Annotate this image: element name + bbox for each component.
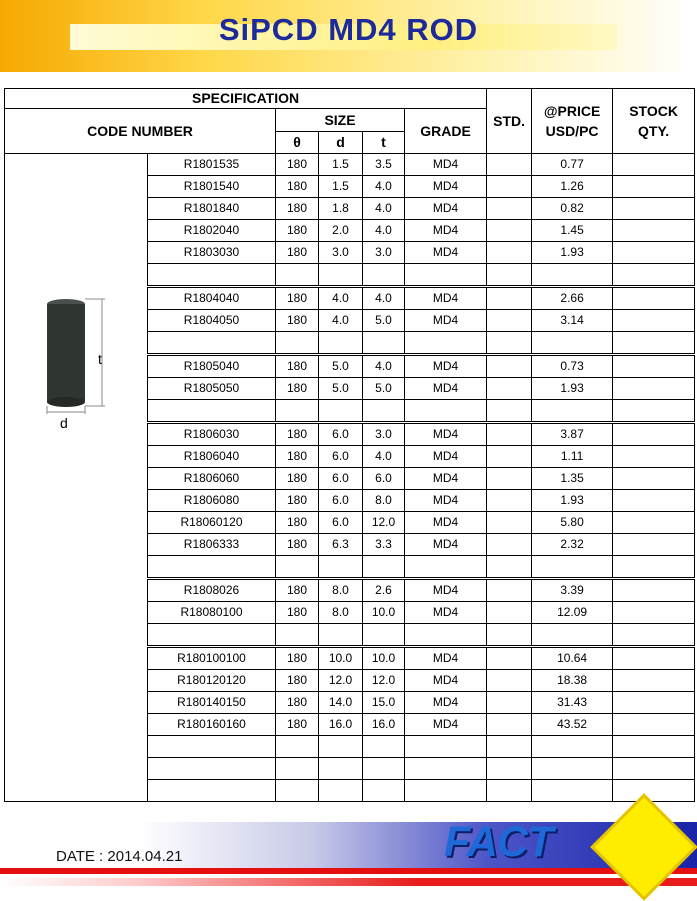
cell-price [532, 624, 613, 647]
theta-header: θ [276, 132, 319, 154]
cell-price: 1.45 [532, 220, 613, 242]
cell-d: 6.0 [319, 446, 363, 468]
cell-t [363, 264, 405, 287]
cell-d [319, 736, 363, 758]
cell-stock [613, 310, 695, 332]
cell-price: 1.11 [532, 446, 613, 468]
t-header: t [363, 132, 405, 154]
cell-code [148, 780, 276, 802]
cell-std [487, 264, 532, 287]
cell-price [532, 556, 613, 579]
cell-t: 4.0 [363, 355, 405, 378]
cell-std [487, 355, 532, 378]
cell-t: 10.0 [363, 647, 405, 670]
cell-stock [613, 534, 695, 556]
cell-std [487, 579, 532, 602]
footer-red-gradient [0, 878, 697, 886]
cell-std [487, 534, 532, 556]
cell-d: 14.0 [319, 692, 363, 714]
cell-grade: MD4 [405, 490, 487, 512]
cell-code: R1802040 [148, 220, 276, 242]
table-row [5, 154, 695, 176]
cell-theta [276, 332, 319, 355]
cell-grade [405, 264, 487, 287]
cell-price [532, 400, 613, 423]
cell-t [363, 556, 405, 579]
cell-d: 1.5 [319, 154, 363, 176]
std-header: STD. [487, 89, 532, 154]
cell-std [487, 647, 532, 670]
cell-d [319, 758, 363, 780]
cell-theta [276, 624, 319, 647]
cell-stock [613, 446, 695, 468]
cell-theta: 180 [276, 242, 319, 264]
cell-d: 16.0 [319, 714, 363, 736]
cell-stock [613, 264, 695, 287]
cell-d: 1.8 [319, 198, 363, 220]
cell-price: 1.93 [532, 242, 613, 264]
cell-price [532, 758, 613, 780]
cell-code [148, 624, 276, 647]
cell-code [148, 556, 276, 579]
cell-price: 1.26 [532, 176, 613, 198]
fact-logo: FACT [444, 818, 553, 866]
cell-d [319, 624, 363, 647]
cell-theta: 180 [276, 670, 319, 692]
cell-stock [613, 242, 695, 264]
cell-stock [613, 355, 695, 378]
rod-diagram [5, 154, 147, 794]
cell-t [363, 736, 405, 758]
code-number-header: CODE NUMBER [5, 109, 276, 154]
cell-code: R1803030 [148, 242, 276, 264]
cell-stock [613, 220, 695, 242]
cell-std [487, 736, 532, 758]
cell-std [487, 490, 532, 512]
cell-theta [276, 758, 319, 780]
cell-d: 4.0 [319, 310, 363, 332]
cell-t [363, 624, 405, 647]
cell-price: 1.93 [532, 378, 613, 400]
cell-d [319, 264, 363, 287]
cell-code: R1806030 [148, 423, 276, 446]
cell-theta [276, 264, 319, 287]
cell-code [148, 758, 276, 780]
cell-theta: 180 [276, 579, 319, 602]
cell-price: 1.93 [532, 490, 613, 512]
t-label: t [98, 351, 102, 367]
cell-std [487, 287, 532, 310]
cell-std [487, 400, 532, 423]
cell-theta [276, 400, 319, 423]
cell-stock [613, 198, 695, 220]
cell-price: 3.14 [532, 310, 613, 332]
cell-stock [613, 602, 695, 624]
cell-t: 4.0 [363, 220, 405, 242]
cell-t: 4.0 [363, 176, 405, 198]
cell-code: R1806333 [148, 534, 276, 556]
cell-stock [613, 423, 695, 446]
cell-grade: MD4 [405, 468, 487, 490]
cell-t [363, 400, 405, 423]
cell-d: 2.0 [319, 220, 363, 242]
cell-grade: MD4 [405, 534, 487, 556]
cell-price [532, 780, 613, 802]
cell-price: 12.09 [532, 602, 613, 624]
cell-theta: 180 [276, 714, 319, 736]
cell-theta: 180 [276, 490, 319, 512]
cell-std [487, 310, 532, 332]
cell-theta [276, 780, 319, 802]
cell-t: 3.3 [363, 534, 405, 556]
cell-std [487, 423, 532, 446]
cell-d: 6.0 [319, 490, 363, 512]
cell-d: 8.0 [319, 579, 363, 602]
cell-stock [613, 758, 695, 780]
cell-grade [405, 758, 487, 780]
cell-stock [613, 512, 695, 534]
cell-t: 3.0 [363, 423, 405, 446]
cell-grade: MD4 [405, 670, 487, 692]
cell-code: R1805050 [148, 378, 276, 400]
cell-d [319, 400, 363, 423]
cell-t: 10.0 [363, 602, 405, 624]
cell-price: 3.87 [532, 423, 613, 446]
cell-stock [613, 378, 695, 400]
cell-code: R1801535 [148, 154, 276, 176]
cell-t: 12.0 [363, 670, 405, 692]
stock-header [613, 89, 695, 154]
cell-code: R180160160 [148, 714, 276, 736]
cell-theta: 180 [276, 355, 319, 378]
cell-d [319, 332, 363, 355]
cell-std [487, 176, 532, 198]
date-label: DATE : 2014.04.21 [56, 848, 183, 865]
cell-theta: 180 [276, 310, 319, 332]
cell-t: 5.0 [363, 310, 405, 332]
cell-code: R1806080 [148, 490, 276, 512]
cell-stock [613, 490, 695, 512]
cell-std [487, 556, 532, 579]
cell-std [487, 512, 532, 534]
cell-stock [613, 176, 695, 198]
cell-std [487, 446, 532, 468]
cell-code: R1808026 [148, 579, 276, 602]
cell-t [363, 780, 405, 802]
cell-std [487, 242, 532, 264]
cell-std [487, 780, 532, 802]
cell-theta: 180 [276, 534, 319, 556]
cell-code: R180120120 [148, 670, 276, 692]
cell-code: R1801840 [148, 198, 276, 220]
cell-price: 2.66 [532, 287, 613, 310]
stock-header-label: STOCK QTY. [629, 103, 678, 139]
spec-table-body [5, 154, 695, 802]
cell-theta: 180 [276, 446, 319, 468]
cell-stock [613, 624, 695, 647]
cell-price: 1.35 [532, 468, 613, 490]
cell-t [363, 758, 405, 780]
cell-code: R18080100 [148, 602, 276, 624]
cell-grade: MD4 [405, 242, 487, 264]
cell-stock [613, 714, 695, 736]
cell-theta: 180 [276, 692, 319, 714]
cell-d: 12.0 [319, 670, 363, 692]
cell-grade [405, 736, 487, 758]
cell-theta: 180 [276, 154, 319, 176]
cell-price: 18.38 [532, 670, 613, 692]
cell-t: 6.0 [363, 468, 405, 490]
cell-grade: MD4 [405, 647, 487, 670]
cell-grade: MD4 [405, 446, 487, 468]
cell-theta: 180 [276, 220, 319, 242]
cell-d: 3.0 [319, 242, 363, 264]
cell-stock [613, 400, 695, 423]
cell-d: 5.0 [319, 378, 363, 400]
cell-price: 31.43 [532, 692, 613, 714]
cell-std [487, 602, 532, 624]
cell-grade: MD4 [405, 423, 487, 446]
cell-code: R1806040 [148, 446, 276, 468]
cell-t: 4.0 [363, 446, 405, 468]
cell-theta: 180 [276, 647, 319, 670]
cell-grade: MD4 [405, 692, 487, 714]
cell-price: 0.73 [532, 355, 613, 378]
cell-grade: MD4 [405, 154, 487, 176]
cell-t [363, 332, 405, 355]
cell-grade: MD4 [405, 512, 487, 534]
cell-t: 3.5 [363, 154, 405, 176]
cell-theta: 180 [276, 378, 319, 400]
cell-code: R1806060 [148, 468, 276, 490]
cell-d: 6.3 [319, 534, 363, 556]
cell-std [487, 692, 532, 714]
cell-t: 4.0 [363, 198, 405, 220]
cell-grade: MD4 [405, 176, 487, 198]
cell-d: 5.0 [319, 355, 363, 378]
cell-stock [613, 556, 695, 579]
cell-grade: MD4 [405, 714, 487, 736]
cell-std [487, 468, 532, 490]
cell-grade [405, 332, 487, 355]
cell-code [148, 736, 276, 758]
cell-code: R180100100 [148, 647, 276, 670]
cell-stock [613, 579, 695, 602]
d-header: d [319, 132, 363, 154]
cell-t: 4.0 [363, 287, 405, 310]
cell-std [487, 624, 532, 647]
cell-code: R1804050 [148, 310, 276, 332]
cell-t: 2.6 [363, 579, 405, 602]
rod-figure-cell [5, 154, 148, 802]
cell-price: 0.82 [532, 198, 613, 220]
cell-d: 8.0 [319, 602, 363, 624]
cell-grade: MD4 [405, 579, 487, 602]
cell-price: 2.32 [532, 534, 613, 556]
price-header-label: @PRICE USD/PC [543, 103, 601, 139]
cell-stock [613, 287, 695, 310]
cell-grade: MD4 [405, 310, 487, 332]
price-header [532, 89, 613, 154]
cell-price: 3.39 [532, 579, 613, 602]
cell-theta: 180 [276, 423, 319, 446]
cell-grade: MD4 [405, 378, 487, 400]
cell-grade: MD4 [405, 287, 487, 310]
cell-std [487, 198, 532, 220]
size-header: SIZE [276, 109, 405, 132]
cell-stock [613, 736, 695, 758]
cell-code [148, 400, 276, 423]
cell-stock [613, 692, 695, 714]
spec-table [4, 88, 695, 802]
cell-theta: 180 [276, 176, 319, 198]
cell-t: 15.0 [363, 692, 405, 714]
cell-d: 4.0 [319, 287, 363, 310]
cell-t: 16.0 [363, 714, 405, 736]
rod-bottom [47, 397, 85, 407]
cell-theta: 180 [276, 198, 319, 220]
cell-grade: MD4 [405, 220, 487, 242]
cell-stock [613, 780, 695, 802]
cell-theta: 180 [276, 602, 319, 624]
cell-theta [276, 736, 319, 758]
cell-std [487, 758, 532, 780]
cell-d: 10.0 [319, 647, 363, 670]
cell-theta: 180 [276, 468, 319, 490]
cell-price: 43.52 [532, 714, 613, 736]
cell-theta: 180 [276, 512, 319, 534]
cell-code: R1801540 [148, 176, 276, 198]
cell-d: 6.0 [319, 512, 363, 534]
cell-code: R1805040 [148, 355, 276, 378]
cell-t: 12.0 [363, 512, 405, 534]
cell-theta [276, 556, 319, 579]
cell-stock [613, 647, 695, 670]
cell-price: 0.77 [532, 154, 613, 176]
cell-std [487, 670, 532, 692]
cell-grade [405, 556, 487, 579]
cell-price [532, 736, 613, 758]
cell-d: 1.5 [319, 176, 363, 198]
cell-d: 6.0 [319, 468, 363, 490]
cell-std [487, 154, 532, 176]
cell-code [148, 332, 276, 355]
cell-std [487, 378, 532, 400]
cell-price: 10.64 [532, 647, 613, 670]
cell-stock [613, 468, 695, 490]
cell-grade: MD4 [405, 355, 487, 378]
cell-code: R180140150 [148, 692, 276, 714]
d-label: d [60, 415, 68, 431]
cell-t: 3.0 [363, 242, 405, 264]
specification-header: SPECIFICATION [5, 89, 487, 109]
cell-d [319, 556, 363, 579]
cell-price [532, 264, 613, 287]
footer-red-line [0, 868, 697, 874]
cell-std [487, 332, 532, 355]
cell-stock [613, 154, 695, 176]
cell-d: 6.0 [319, 423, 363, 446]
cell-grade: MD4 [405, 198, 487, 220]
cell-code: R18060120 [148, 512, 276, 534]
cell-std [487, 714, 532, 736]
cell-std [487, 220, 532, 242]
cell-d [319, 780, 363, 802]
cell-price: 5.80 [532, 512, 613, 534]
cell-stock [613, 332, 695, 355]
cell-theta: 180 [276, 287, 319, 310]
cell-code: R1804040 [148, 287, 276, 310]
cell-price [532, 332, 613, 355]
rod-body [47, 304, 85, 402]
cell-grade [405, 400, 487, 423]
grade-header: GRADE [405, 109, 487, 154]
cell-stock [613, 670, 695, 692]
cell-t: 5.0 [363, 378, 405, 400]
cell-code [148, 264, 276, 287]
cell-grade [405, 780, 487, 802]
cell-t: 8.0 [363, 490, 405, 512]
cell-grade: MD4 [405, 602, 487, 624]
page-title: SiPCD MD4 ROD [218, 12, 479, 47]
cell-grade [405, 624, 487, 647]
